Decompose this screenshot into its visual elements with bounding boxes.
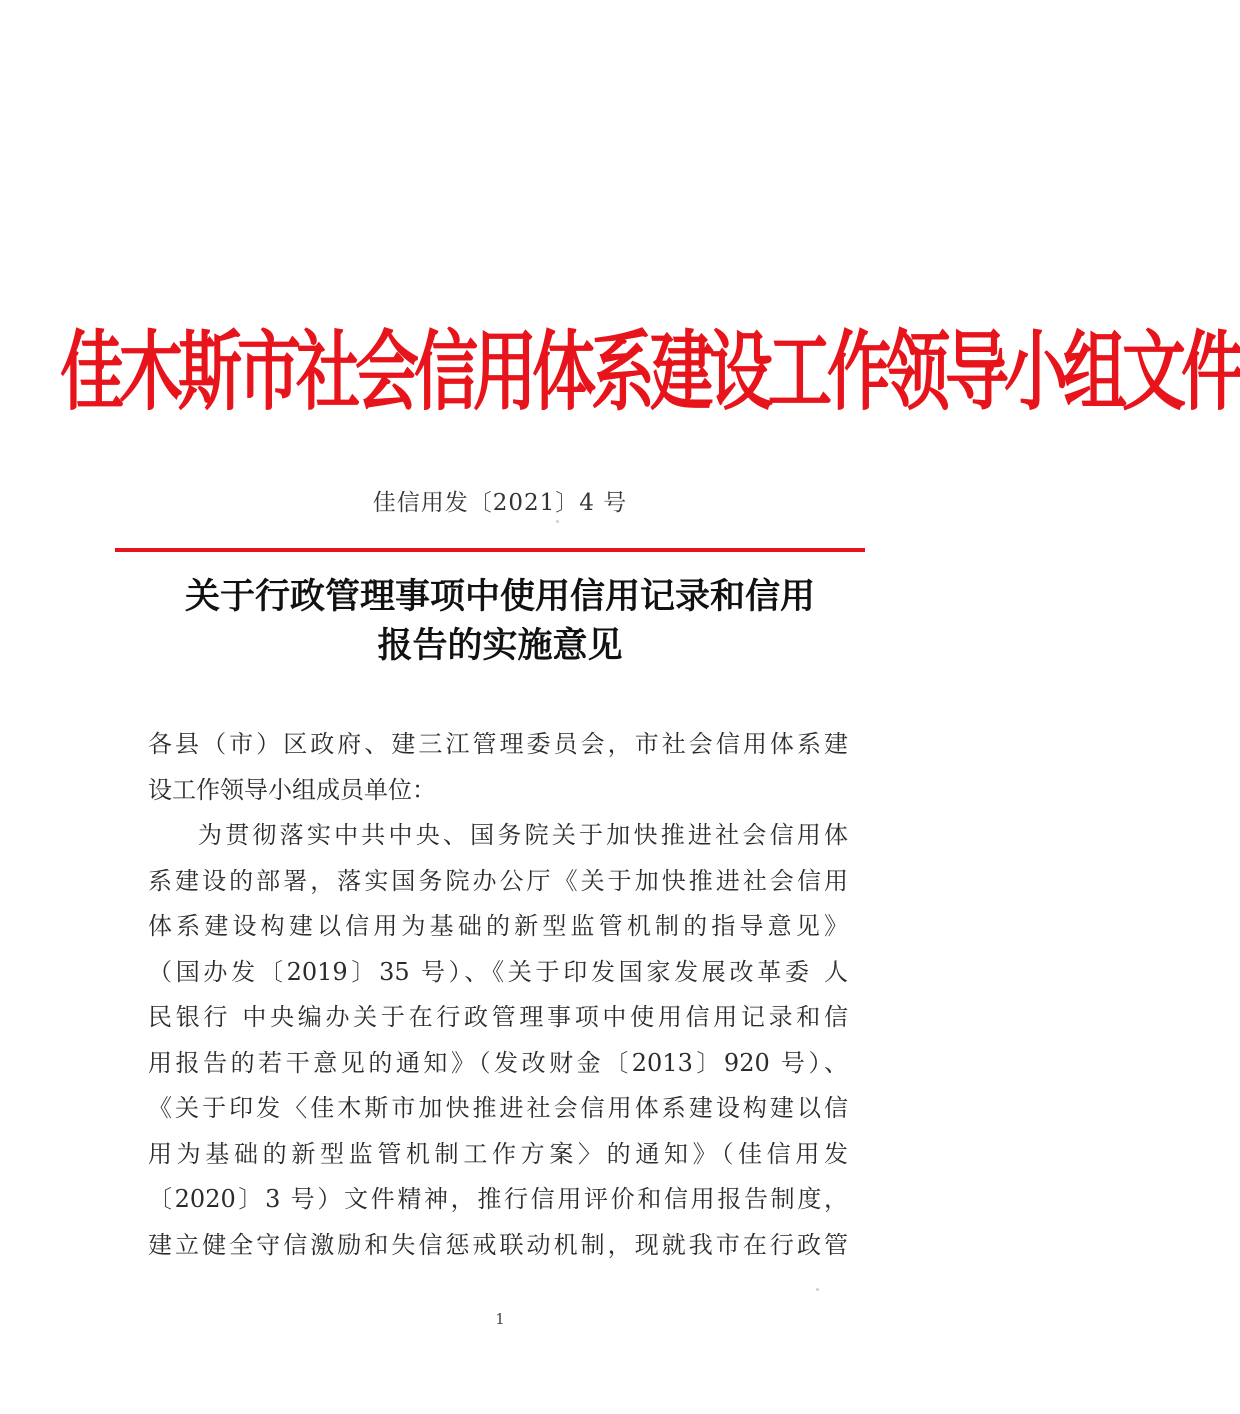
document-title-line-1: 关于行政管理事项中使用信用记录和信用 [184,576,815,617]
body-line: 建立健全守信激励和失信惩戒联动机制，现就我市在行政管 [148,1230,848,1259]
body-line: 设工作领导小组成员单位： [148,775,436,804]
body-line: 用报告的若干意见的通知》（发改财金〔2013〕920 号）、 [148,1048,848,1077]
page-number: 1 [495,1310,505,1328]
body-line: 民银行 中央编办关于在行政管理事项中使用信用记录和信 [148,1003,848,1031]
document-title [100,572,900,670]
body-line: （国办发〔2019〕35 号）、《关于印发国家发展改革委 人 [148,957,848,986]
body-line: 系建设的部署，落实国务院办公厅《关于加快推进社会信用 [148,866,848,895]
body-line: 用为基础的新型监管机制工作方案〉的通知》（佳信用发 [148,1139,848,1168]
document-number: 佳信用发〔2021〕4 号 [372,490,628,516]
body-line: 为贯彻落实中共中央、国务院关于加快推进社会信用体 [198,821,848,849]
scan-speck [556,520,559,523]
document-body [148,722,848,1268]
body-line: 〔2020〕3 号）文件精神，推行信用评价和信用报告制度， [148,1185,848,1213]
issuer-header-title: 佳木斯市社会信用体系建设工作领导小组文件 [60,321,1240,423]
body-line: 体系建设构建以信用为基础的新型监管机制的指导意见》 [148,912,848,940]
red-divider-line [115,548,865,552]
body-line: 各县（市）区政府、建三江管理委员会，市社会信用体系建 [148,730,848,758]
document-title-line-2: 报告的实施意见 [377,625,623,666]
body-line: 《关于印发〈佳木斯市加快推进社会信用体系建设构建以信 [148,1094,848,1122]
scan-speck [816,1288,819,1291]
